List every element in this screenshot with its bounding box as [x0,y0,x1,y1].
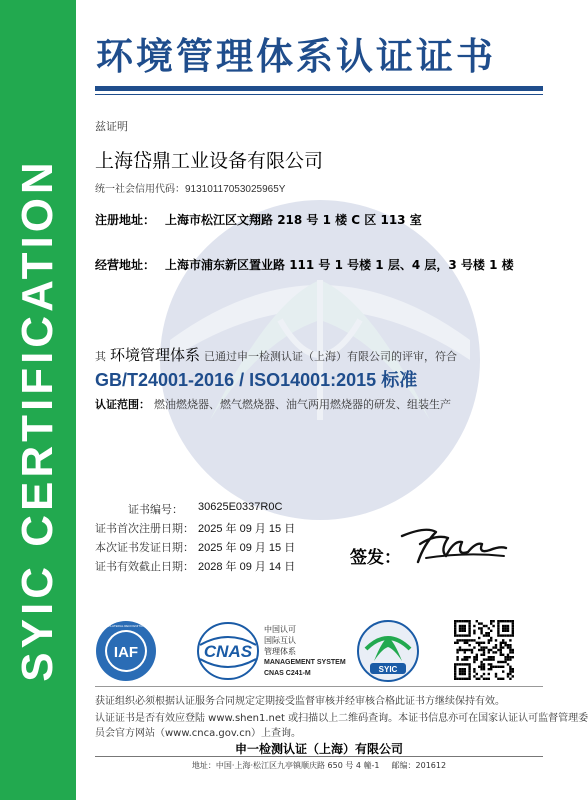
credit-code-value: 91310117053025965Y [185,184,286,195]
first-registration-value: 2025 年 09 月 15 日 [198,523,296,535]
iaf-logo [82,620,170,682]
system-prefix: 其 [95,350,106,363]
registered-address-value: 上海市松江区文翔路 218 号 1 楼 C 区 113 室 [165,213,422,227]
operating-address-value: 上海市浦东新区置业路 111 号 1 号楼 1 层、4 层，3 号楼 1 楼 [165,258,514,272]
iaf-logo-text: IAF [113,644,139,661]
issue-date-label: 本次证书发证日期： [95,541,194,554]
system-name: 环境管理体系 [110,346,201,364]
cert-number-value: 30625E0337R0C [198,501,283,513]
credit-code [95,180,285,195]
cnas-description [264,624,346,679]
handwritten-signature [396,522,510,568]
issuer-address-value: 地址：中国·上海·松江区九亭镇顺庆路 650 号 4 幢-1 [191,761,380,770]
issuer-postcode: 邮编：201612 [391,761,447,770]
scope-value: 燃油燃烧器、燃气燃烧器、油气两用燃烧器的研发、组装生产 [154,398,451,411]
sidebar-vertical-text: SYIC CERTIFICATION [13,158,62,682]
iaf-ring-text: MEMBER OF MULTILATERAL RECOGNITION ARRANGEMENT [82,624,170,628]
cnas-line-1: 中国认可 [264,625,296,634]
hereby-label: 兹证明 [95,120,128,133]
system-statement [95,344,457,365]
footer-note-3: 员会官方网站（www.cnca.gov.cn）上查询。 [95,728,302,739]
syic-logo-text: SYIC [378,665,398,674]
company-name: 上海岱鼎工业设备有限公司 [95,150,324,172]
cnas-line-2: 国际互认 [264,636,296,645]
title-rule-thin [95,94,543,95]
system-suffix: 已通过申一检测认证（上海）有限公司的评审，符合 [204,350,458,363]
operating-address-label: 经营地址： [95,258,156,272]
scope-label: 认证范围： [95,398,150,411]
green-sidebar [0,0,76,800]
issue-date-value: 2025 年 09 月 15 日 [198,542,296,554]
expiry-date-label: 证书有效截止日期： [95,560,194,573]
footer-note-2: 认证证书是否有效应登陆 www.shen1.net 或扫描以上二维码查询。本证书信息亦可在国家认证认可监督管理委 [95,713,588,724]
qr-code[interactable] [454,620,514,680]
issuer-address [95,760,543,771]
title-rule [95,86,543,91]
credit-code-label: 统一社会信用代码： [95,184,185,195]
signature-label: 签发： [350,548,401,568]
issuer-rule [95,756,543,757]
operating-address [95,256,514,273]
footer-note-1: 获证组织必须根据认证服务合同规定定期接受监督审核并经审核合格此证书方继续保持有效。 [95,696,505,707]
cnas-logo [196,621,260,681]
expiry-date-value: 2028 年 09 月 14 日 [198,561,296,573]
standard-line: GB/T24001-2016 / ISO14001:2015 标准 [95,370,418,390]
certification-scope [95,396,451,412]
cnas-en-line-2: CNAS C241-M [264,670,311,677]
syic-logo [356,619,420,683]
registered-address [95,211,422,228]
first-registration-label: 证书首次注册日期： [95,522,194,535]
cnas-en-line-1: MANAGEMENT SYSTEM [264,659,346,666]
issuer-name: 申一检测认证（上海）有限公司 [234,742,403,756]
cnas-line-3: 管理体系 [264,647,296,656]
certificate-title: 环境管理体系认证证书 [96,34,496,78]
cert-number-label: 证书编号： [128,503,183,516]
cnas-logo-text: CNAS [203,642,253,661]
footer-rule [95,686,543,687]
registered-address-label: 注册地址： [95,213,156,227]
